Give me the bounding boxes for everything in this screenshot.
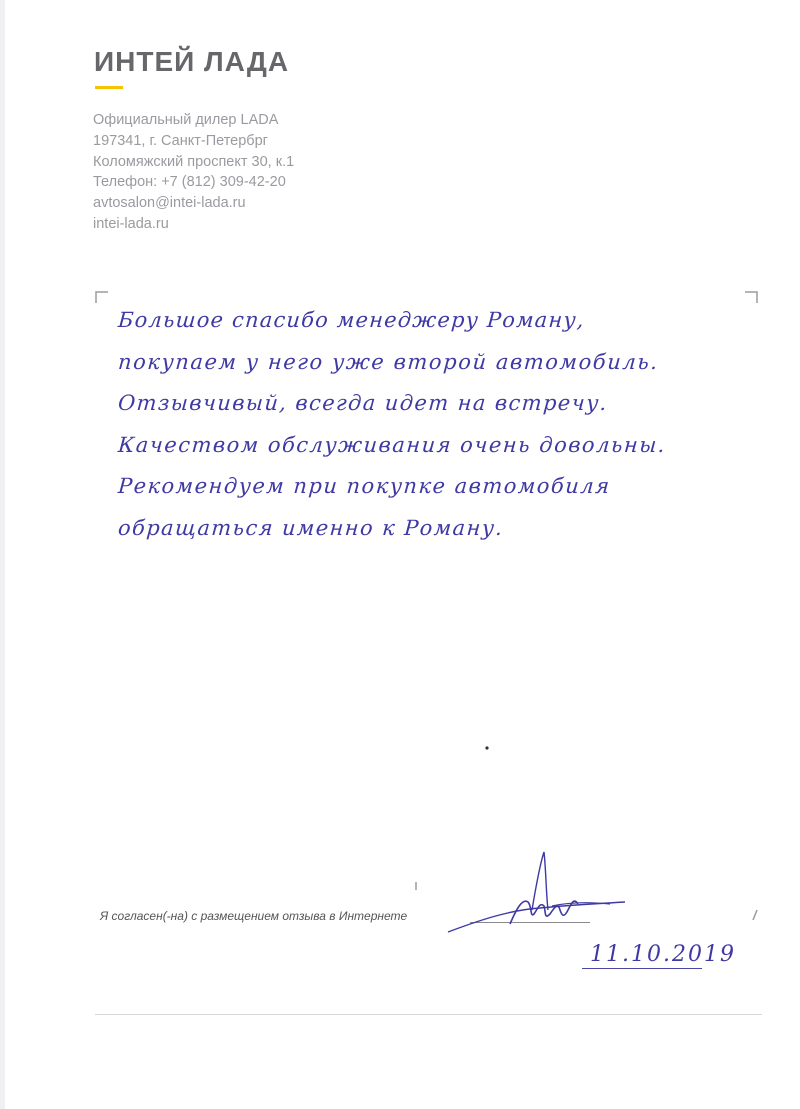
review-date: 11.10.2019 <box>590 942 736 967</box>
brand-accent-bar <box>95 86 123 89</box>
dealer-street: Коломяжский проспект 30, к.1 <box>93 153 295 170</box>
ink-dot <box>485 746 488 749</box>
page-edge <box>0 0 5 1109</box>
review-line: Рекомендуем при покупке автомобиля <box>117 474 612 498</box>
consent-statement: Я согласен(-на) с размещением отзыва в Интернете <box>100 909 408 923</box>
brand-title: ИНТЕЙ ЛАДА <box>94 46 290 77</box>
footer-divider <box>95 1014 762 1015</box>
dealer-contacts <box>93 110 294 235</box>
review-line: покупаем у него уже второй автомобиль. <box>117 349 660 374</box>
corner-bottom-right <box>753 910 757 920</box>
review-line: Отзывчивый, всегда идет на встречу. <box>117 391 609 415</box>
handwritten-signature <box>440 840 640 950</box>
handwritten-review <box>118 300 778 549</box>
date-underline <box>582 968 702 969</box>
dealer-phone: Телефон: +7 (812) 309-42-20 <box>93 174 286 191</box>
review-line: обращаться именно к Роману. <box>117 515 505 540</box>
dealer-address: 197341, г. Санкт-Петербрг <box>93 132 268 149</box>
review-line: Большое спасибо менеджеру Роману, <box>117 308 586 332</box>
dealer-email: avtosalon@intei-lada.ru <box>93 195 246 212</box>
corner-top-left <box>96 292 108 303</box>
dealer-name: Официальный дилер LADA <box>93 112 279 128</box>
dealer-website: intei-lada.ru <box>93 215 169 232</box>
review-line: Качеством обслуживания очень довольны. <box>117 432 667 457</box>
